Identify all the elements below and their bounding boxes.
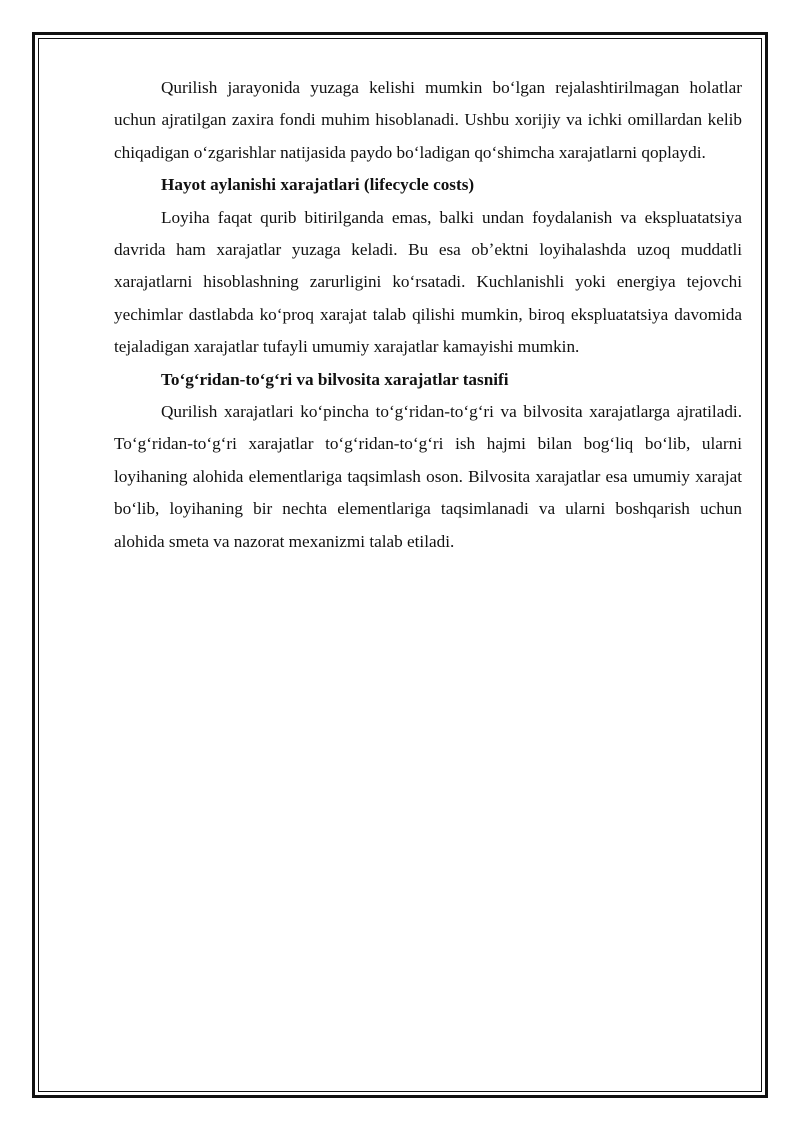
paragraph-lifecycle-costs: Loyiha faqat qurib bitirilganda emas, balki undan foydalanish va ekspluatatsiya davrida ham xarajatlar yuzaga keladi. Bu esa obʼektni loyihalashda uzoq muddatli xarajatlarni hisoblashning zarurligini koʻrsatadi. Kuchlanishli yoki energiya tejovchi yechimlar dastlabda koʻproq xarajat talab qilishi mumkin, biroq ekspluatatsiya davomida tejaladigan xarajatlar tufayli umumiy xarajatlar kamayishi mumkin. xyxy=(114,207,742,357)
heading-lifecycle-costs: Hayot aylanishi xarajatlari (lifecycle costs) xyxy=(161,175,475,195)
paragraph-direct-indirect-costs: Qurilish xarajatlari koʻpincha toʻgʻridan-toʻgʻri va bilvosita xarajatlarga ajratiladi. Toʻgʻridan-toʻgʻri xarajatlar toʻgʻridan-toʻgʻri ish hajmi bilan bogʻliq boʻlib, ularni loyihaning alohida elementlariga taqsimlash oson. Bilvosita xarajatlar esa umumiy xarajat boʻlib, loyihaning bir nechta elementlariga taqsimlanadi va ularni boshqarish uchun alohida smeta va nazorat mexanizmi talab etiladi. xyxy=(114,402,742,551)
heading-direct-indirect-costs: Toʻgʻridan-toʻgʻri va bilvosita xarajatlar tasnifi xyxy=(161,369,509,389)
paragraph-reserve-fund: Qurilish jarayonida yuzaga kelishi mumkin boʻlgan rejalashtirilmagan holatlar uchun ajratilgan zaxira fondi muhim hisoblanadi. Ushbu xorijiy va ichki omillardan kelib chiqadigan oʻzgarishlar natijasida paydo boʻladigan qoʻshimcha xarajatlarni qoplaydi. xyxy=(114,78,742,162)
document-body xyxy=(114,72,742,558)
